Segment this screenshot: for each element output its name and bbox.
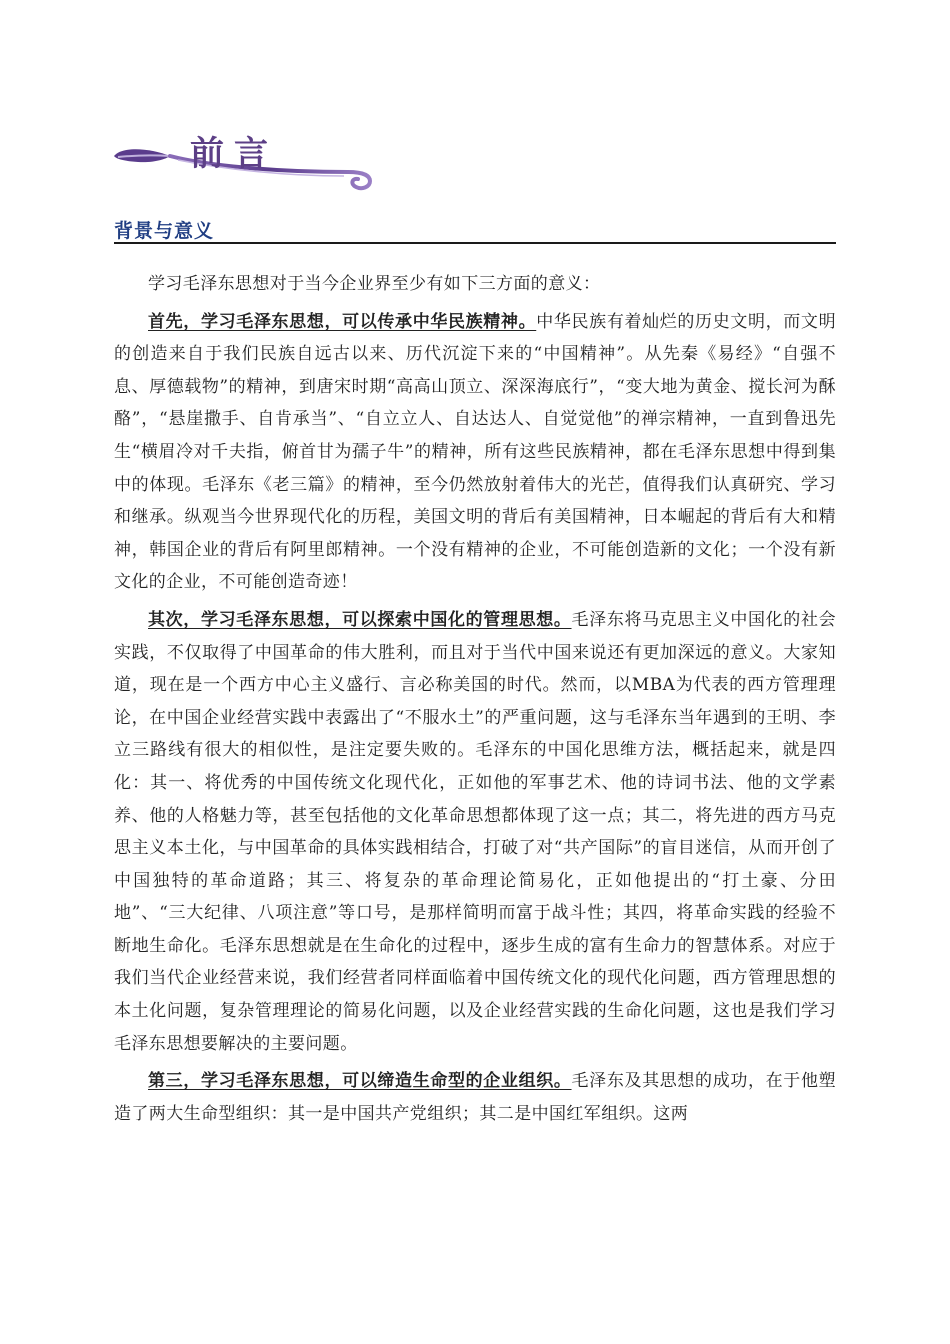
paragraph-2-lead: 其次，学习毛泽东思想，可以探索中国化的管理思想。	[148, 609, 572, 630]
section-heading	[114, 216, 836, 244]
paragraph-3	[114, 1065, 836, 1130]
paragraph-1-lead: 首先，学习毛泽东思想，可以传承中华民族精神。	[148, 311, 537, 332]
preface-title: 前言	[190, 134, 278, 174]
paragraph-3-lead: 第三，学习毛泽东思想，可以缔造生命型的企业组织。	[148, 1071, 572, 1092]
document-body	[114, 268, 836, 1135]
paragraph-3-body: 毛泽东及其思想的成功，在于他塑造了两大生命型组织：其一是中国共产党组织；其二是中国红军组织。这两	[114, 1071, 836, 1124]
paragraph-2	[114, 604, 836, 1060]
intro-paragraph: 学习毛泽东思想对于当今企业界至少有如下三方面的意义：	[148, 274, 601, 294]
paragraph-1-body: 中华民族有着灿烂的历史文明，而文明的创造来自于我们民族自远古以来、历代沉淀下来的“中国精神”。从先秦《易经》“自强不息、厚德载物”的精神，到唐宋时期“高高山顶立、深深海底行”，“变大地为黄金、搅长河为酥酪”，“悬崖撒手、自肯承当”、“自立立人、自达达人、自觉觉他”的禅宗精神，一直到鲁迅先生“横眉冷对千夫指，俯首甘为孺子牛”的精神，所有这些民族精神，都在毛泽东思想中得到集中的体现。毛泽东《老三篇》的精神，至今仍然放射着伟大的光芒，值得我们认真研究、学习和继承。纵观当今世界现代化的历程，美国文明的背后有美国精神，日本崛起的背后有大和精神，韩国企业的背后有阿里郎精神。一个没有精神的企业，不可能创造新的文化；一个没有新文化的企业，不可能创造奇迹！	[114, 311, 836, 593]
section-heading-text: 背景与意义	[114, 220, 215, 242]
paragraph-2-body: 毛泽东将马克思主义中国化的社会实践，不仅取得了中国革命的伟大胜利，而且对于当代中国来说还有更加深远的意义。大家知道，现在是一个西方中心主义盛行、言必称美国的时代。然而，以MBA为代表的西方管理理论，在中国企业经营实践中表露出了“不服水土”的严重问题，这与毛泽东当年遇到的王明、李立三路线有很大的相似性，是注定要失败的。毛泽东的中国化思维方法，概括起来，就是四化：其一、将优秀的中国传统文化现代化，正如他的军事艺术、他的诗词书法、他的文学素养、他的人格魅力等，甚至包括他的文化革命思想都体现了这一点；其二，将先进的西方马克思主义本土化，与中国革命的具体实践相结合，打破了对“共产国际”的盲目迷信，从而开创了中国独特的革命道路；其三、将复杂的革命理论简易化，正如他提出的“打土豪、分田地”、“三大纪律、八项注意”等口号，是那样简明而富于战斗性；其四，将革命实践的经验不断地生命化。毛泽东思想就是在生命化的过程中，逐步生成的富有生命力的智慧体系。对应于我们当代企业经营来说，我们经营者同样面临着中国传统文化的现代化问题，西方管理思想的本土化问题，复杂管理理论的简易化问题，以及企业经营实践的生命化问题，这也是我们学习毛泽东思想要解决的主要问题。	[114, 609, 836, 1054]
paragraph-1	[114, 306, 836, 599]
